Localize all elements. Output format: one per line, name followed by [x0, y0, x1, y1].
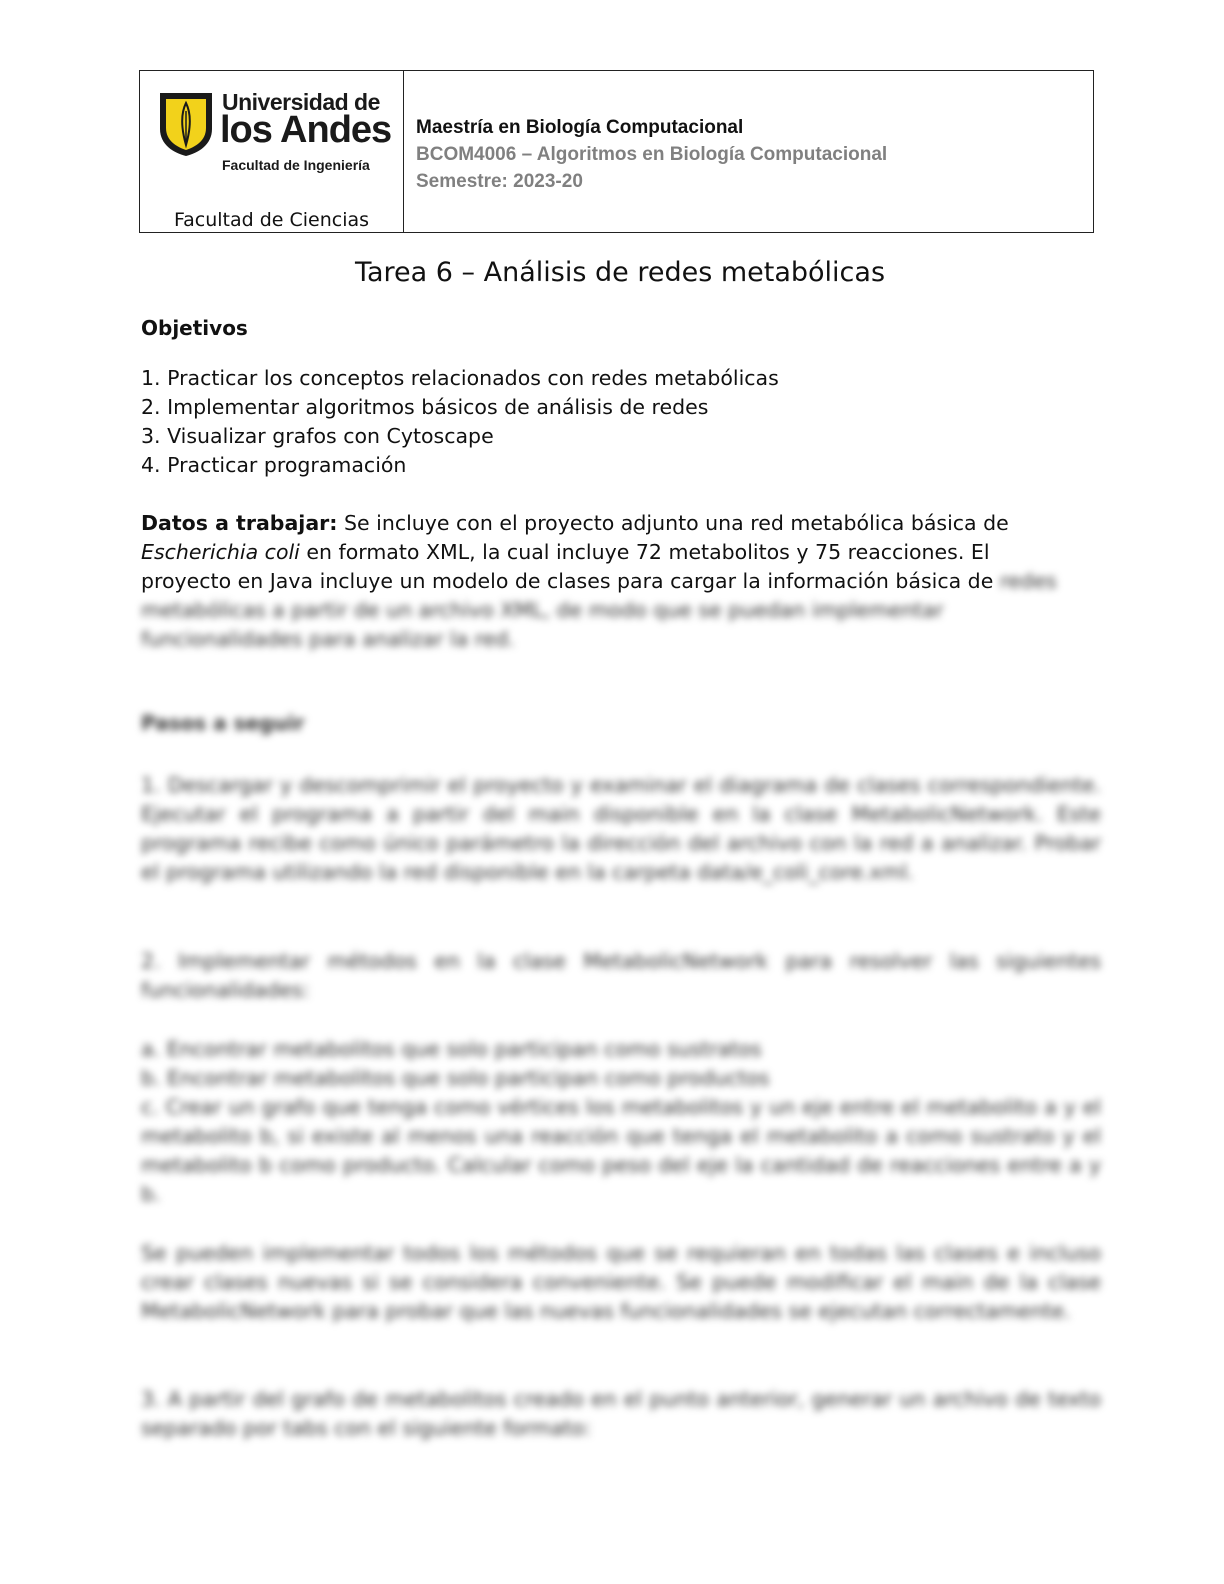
objective-item: 2. Implementar algoritmos básicos de análisis de redes: [141, 395, 709, 419]
step-3-paragraph: 3. A partir del grafo de metabolitos creado en el punto anterior, generar un archivo de texto separado por tabs con el siguiente formato:: [141, 1387, 1101, 1440]
program-title: Maestría en Biología Computacional: [416, 117, 744, 138]
university-logo: [158, 89, 392, 184]
program-cell: [404, 71, 1093, 232]
course-title: BCOM4006 – Algoritmos en Biología Computacional: [416, 144, 888, 165]
step-2-sub-items: [141, 1035, 1101, 1209]
sub-item: c. Crear un grafo que tenga como vértices los metabolitos y un eje entre el metabolito a y el metabolito b, si existe al menos una reacción que tenga el metabolito a como sustrato y el metabolito b como producto. Calcular como peso del eje la cantidad de reacciones entre a y b.: [141, 1095, 1101, 1206]
sub-item: b. Encontrar metabolitos que solo participan como productos: [141, 1066, 770, 1090]
note-paragraph: Se pueden implementar todos los métodos que se requieran en todas las clases e incluso crear clases nuevas si se considera conveniente. Se puede modificar el main de la clase MetabolicNetwork para probar que las nuevas funcionalidades se ejecutan correctamente.: [141, 1241, 1101, 1323]
step-1-paragraph: 1. Descargar y descomprimir el proyecto y examinar el diagrama de clases correspondiente. Ejecutar el programa a partir del main disponible en la clase MetabolicNetwork. Este programa recibe como único parámetro la dirección del archivo con la red a analizar. Probar el programa utilizando la red disponible en la carpeta data/e_coli_core.xml.: [141, 773, 1101, 884]
program-info: [416, 114, 887, 195]
faculty-label: Facultad de Ciencias: [173, 209, 370, 231]
objectives-list: [141, 364, 779, 480]
semester-label: Semestre: 2023-20: [416, 171, 583, 192]
shield-icon: [158, 91, 214, 157]
objective-item: 4. Practicar programación: [141, 453, 407, 477]
logo-text-line2: los Andes: [220, 109, 392, 151]
datos-text-1: Se incluye con el proyecto adjunto una red metabólica básica de: [337, 511, 1009, 535]
datos-paragraph: [141, 509, 1081, 654]
logo-text-line3: Facultad de Ingeniería: [222, 157, 370, 173]
document-title: Tarea 6 – Análisis de redes metabólicas: [354, 257, 886, 288]
logo-text-line1: Universidad de: [222, 89, 380, 115]
datos-label: Datos a trabajar:: [141, 511, 338, 535]
objective-item: 1. Practicar los conceptos relacionados con redes metabólicas: [141, 366, 779, 390]
step-2-paragraph: 2. Implementar métodos en la clase MetabolicNetwork para resolver las siguientes funcionalidades:: [141, 949, 1101, 1002]
datos-blurred-text: redes metabólicas a partir de un archivo XML, de modo que se puedan implementar funcionalidades para analizar la red.: [141, 569, 1057, 651]
sub-item: a. Encontrar metabolitos que solo participan como sustratos: [141, 1037, 762, 1061]
header-table: [139, 70, 1094, 233]
organism-name: Escherichia coli: [141, 540, 300, 564]
datos-text-2: en formato XML, la cual incluye 72 metabolitos y 75 reacciones. El proyecto en Java incluye un modelo de clases para cargar la información básica de: [141, 540, 994, 593]
logo-cell: [140, 71, 404, 232]
steps-heading: Pasos a seguir: [141, 711, 305, 735]
objective-item: 3. Visualizar grafos con Cytoscape: [141, 424, 494, 448]
objectives-heading: Objetivos: [141, 316, 248, 340]
